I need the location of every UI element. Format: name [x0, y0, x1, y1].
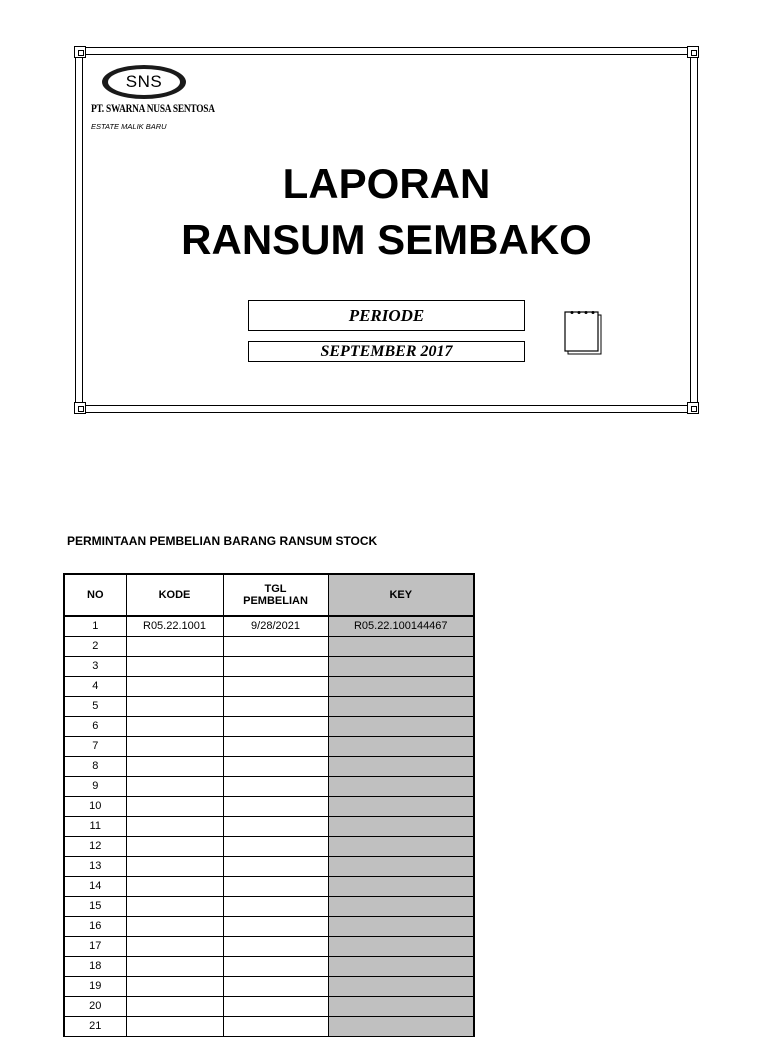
row-tgl-cell[interactable]: [223, 737, 328, 757]
row-tgl-cell[interactable]: [223, 717, 328, 737]
frame-corner-top-left: [74, 46, 86, 58]
row-kode-cell[interactable]: [126, 737, 223, 757]
frame-corner-bottom-left: [74, 402, 86, 414]
row-kode-cell[interactable]: [126, 937, 223, 957]
row-key-cell[interactable]: [328, 857, 474, 877]
table-row[interactable]: [64, 977, 474, 997]
row-tgl-cell[interactable]: [223, 637, 328, 657]
row-kode-cell[interactable]: [126, 697, 223, 717]
table-row[interactable]: [64, 697, 474, 717]
ransum-table: [63, 573, 475, 1037]
row-no-cell[interactable]: 20: [64, 997, 126, 1017]
row-key-cell[interactable]: [328, 877, 474, 897]
row-kode-cell[interactable]: [126, 997, 223, 1017]
row-kode-cell[interactable]: [126, 857, 223, 877]
row-kode-cell[interactable]: [126, 977, 223, 997]
table-row[interactable]: [64, 1017, 474, 1037]
table-row[interactable]: [64, 837, 474, 857]
row-no-cell[interactable]: 10: [64, 797, 126, 817]
row-no-cell[interactable]: 18: [64, 957, 126, 977]
table-header-row: [64, 574, 474, 616]
estate-name: ESTATE MALIK BARU: [91, 122, 167, 131]
row-key-cell[interactable]: [328, 737, 474, 757]
row-kode-cell[interactable]: [126, 917, 223, 937]
header-key: KEY: [328, 574, 474, 616]
header-tgl-pembelian: [223, 574, 328, 616]
row-tgl-cell[interactable]: [223, 797, 328, 817]
row-kode-cell[interactable]: [126, 757, 223, 777]
row-key-cell[interactable]: [328, 837, 474, 857]
period-value: SEPTEMBER 2017: [248, 341, 525, 362]
table-row[interactable]: [64, 616, 474, 637]
row-key-cell[interactable]: [328, 957, 474, 977]
table-row[interactable]: [64, 957, 474, 977]
row-tgl-cell[interactable]: [223, 677, 328, 697]
row-no-cell[interactable]: 3: [64, 657, 126, 677]
table-row[interactable]: [64, 657, 474, 677]
table-row[interactable]: [64, 897, 474, 917]
header-tgl-line1: TGL: [264, 583, 287, 595]
frame-corner-bottom-right: [687, 402, 699, 414]
row-tgl-cell[interactable]: [223, 657, 328, 677]
row-key-cell[interactable]: [328, 657, 474, 677]
table-row[interactable]: [64, 857, 474, 877]
row-key-cell[interactable]: [328, 637, 474, 657]
company-logo: [102, 65, 186, 99]
row-no-cell[interactable]: 13: [64, 857, 126, 877]
table-row[interactable]: [64, 757, 474, 777]
section-title: PERMINTAAN PEMBELIAN BARANG RANSUM STOCK: [67, 534, 378, 548]
row-tgl-cell[interactable]: [223, 897, 328, 917]
row-key-cell[interactable]: [328, 977, 474, 997]
row-tgl-cell[interactable]: [223, 997, 328, 1017]
header-no: NO: [64, 574, 126, 616]
table-row[interactable]: [64, 717, 474, 737]
row-no-cell[interactable]: 15: [64, 897, 126, 917]
row-key-cell[interactable]: [328, 797, 474, 817]
row-tgl-cell[interactable]: [223, 957, 328, 977]
row-kode-cell[interactable]: [126, 677, 223, 697]
row-kode-cell[interactable]: [126, 797, 223, 817]
table-row[interactable]: [64, 637, 474, 657]
row-tgl-cell[interactable]: [223, 937, 328, 957]
row-kode-cell[interactable]: R05.22.1001: [126, 616, 223, 637]
row-no-cell[interactable]: 9: [64, 777, 126, 797]
row-kode-cell[interactable]: [126, 637, 223, 657]
company-name: PT. SWARNA NUSA SENTOSA: [91, 101, 215, 115]
table-row[interactable]: [64, 817, 474, 837]
table-row[interactable]: [64, 677, 474, 697]
table-row[interactable]: [64, 997, 474, 1017]
table-row[interactable]: [64, 937, 474, 957]
row-kode-cell[interactable]: [126, 1017, 223, 1037]
row-key-cell[interactable]: [328, 757, 474, 777]
row-key-cell[interactable]: [328, 917, 474, 937]
row-kode-cell[interactable]: [126, 837, 223, 857]
table-row[interactable]: [64, 797, 474, 817]
table-row[interactable]: [64, 737, 474, 757]
report-title-line2: RANSUM SEMBAKO: [181, 216, 592, 263]
row-tgl-cell[interactable]: [223, 857, 328, 877]
table-row[interactable]: [64, 777, 474, 797]
row-no-cell[interactable]: 2: [64, 637, 126, 657]
period-label: PERIODE: [248, 300, 525, 331]
row-no-cell[interactable]: 12: [64, 837, 126, 857]
row-kode-cell[interactable]: [126, 877, 223, 897]
row-no-cell[interactable]: 5: [64, 697, 126, 717]
row-key-cell[interactable]: [328, 1017, 474, 1037]
row-tgl-cell[interactable]: [223, 777, 328, 797]
row-key-cell[interactable]: [328, 937, 474, 957]
row-tgl-cell[interactable]: [223, 877, 328, 897]
row-kode-cell[interactable]: [126, 717, 223, 737]
row-tgl-cell[interactable]: [223, 817, 328, 837]
row-kode-cell[interactable]: [126, 777, 223, 797]
row-no-cell[interactable]: 4: [64, 677, 126, 697]
row-key-cell[interactable]: [328, 897, 474, 917]
row-tgl-cell[interactable]: [223, 697, 328, 717]
row-key-cell[interactable]: [328, 697, 474, 717]
row-kode-cell[interactable]: [126, 897, 223, 917]
row-no-cell[interactable]: 21: [64, 1017, 126, 1037]
header-tgl-line2: PEMBELIAN: [243, 595, 308, 607]
row-tgl-cell[interactable]: 9/28/2021: [223, 616, 328, 637]
row-key-cell[interactable]: [328, 717, 474, 737]
calendar-icon: [564, 311, 602, 355]
table-row[interactable]: [64, 877, 474, 897]
frame-corner-top-right: [687, 46, 699, 58]
row-no-cell[interactable]: 7: [64, 737, 126, 757]
row-kode-cell[interactable]: [126, 957, 223, 977]
row-key-cell[interactable]: [328, 677, 474, 697]
row-tgl-cell[interactable]: [223, 757, 328, 777]
row-key-cell[interactable]: [328, 817, 474, 837]
row-no-cell[interactable]: 19: [64, 977, 126, 997]
report-title-line1: LAPORAN: [282, 160, 491, 207]
row-no-cell[interactable]: 16: [64, 917, 126, 937]
header-kode: KODE: [126, 574, 223, 616]
row-tgl-cell[interactable]: [223, 837, 328, 857]
row-no-cell[interactable]: 6: [64, 717, 126, 737]
row-no-cell[interactable]: 14: [64, 877, 126, 897]
row-tgl-cell[interactable]: [223, 1017, 328, 1037]
row-tgl-cell[interactable]: [223, 977, 328, 997]
row-key-cell[interactable]: [328, 997, 474, 1017]
row-no-cell[interactable]: 17: [64, 937, 126, 957]
row-tgl-cell[interactable]: [223, 917, 328, 937]
logo-text: SNS: [108, 69, 180, 95]
row-no-cell[interactable]: 11: [64, 817, 126, 837]
row-kode-cell[interactable]: [126, 657, 223, 677]
row-no-cell[interactable]: 1: [64, 616, 126, 637]
table-row[interactable]: [64, 917, 474, 937]
row-key-cell[interactable]: R05.22.100144467: [328, 616, 474, 637]
row-no-cell[interactable]: 8: [64, 757, 126, 777]
row-kode-cell[interactable]: [126, 817, 223, 837]
row-key-cell[interactable]: [328, 777, 474, 797]
